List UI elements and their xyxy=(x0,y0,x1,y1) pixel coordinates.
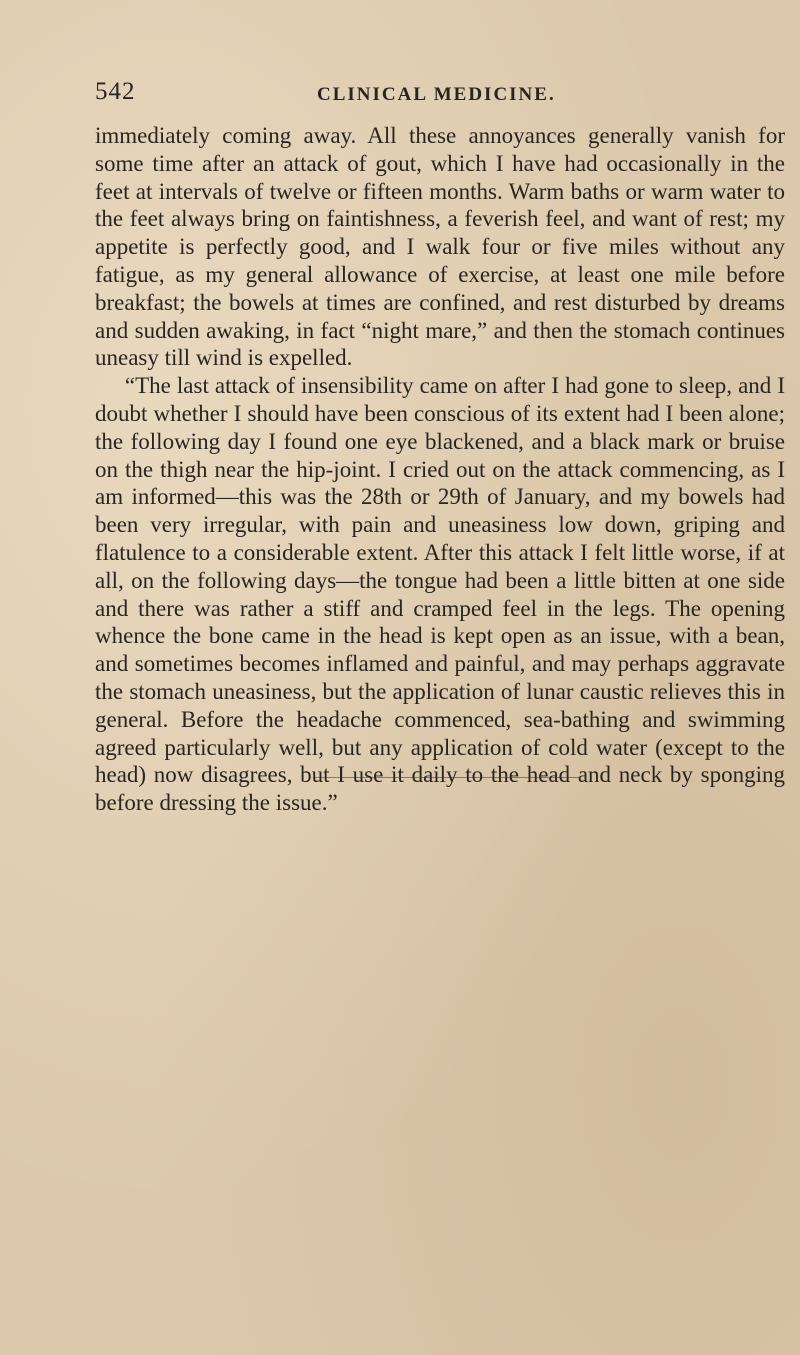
paragraph-continued: immediately coming away. All these annoyances generally vanish for some time after an attack of gout, which I have had occasionally in the feet at intervals of twelve or fifteen months. Warm baths or warm water to the feet always bring on faintishness, a feverish feel, and want of rest; my appetite is perfectly good, and I walk four or five miles without any fatigue, as my general allowance of exercise, at least one mile before breakfast; the bowels at times are confined, and rest disturbed by dreams and sudden awaking, in fact “night mare,” and then the stomach continues uneasy till wind is expelled. xyxy=(95,123,785,371)
page-number: 542 xyxy=(95,78,136,105)
paragraph-quotation: “The last attack of insensibility came on after I had gone to sleep, and I doubt whether I should have been conscious of its extent had I been alone; the following day I found one eye blackened, and a black mark or bruise on the thigh near the hip-joint. I cried out on the attack commencing, as I am informed—this was the 28th or 29th of January, and my bowels had been very irregular, with pain and uneasiness low down, griping and flatulence to a considerable extent. After this attack I felt little worse, if at all, on the following days—the tongue had been a little bitten at one side and there was rather a stiff and cramped feel in the legs. The opening whence the bone came in the head is kept open as an issue, with a bean, and sometimes becomes inflamed and painful, and may perhaps aggravate the stomach uneasiness, but the application of lunar caustic relieves this in general. Before the headache commenced, sea-bathing and swimming agreed particularly well, but any application of cold water (except to the head) now disagrees, but I use it daily to the head and neck by sponging before dressing the issue.” xyxy=(95,373,785,816)
running-head xyxy=(95,78,785,112)
section-divider xyxy=(315,777,580,778)
running-title: CLINICAL MEDICINE. xyxy=(317,84,556,105)
body-text xyxy=(95,122,785,817)
